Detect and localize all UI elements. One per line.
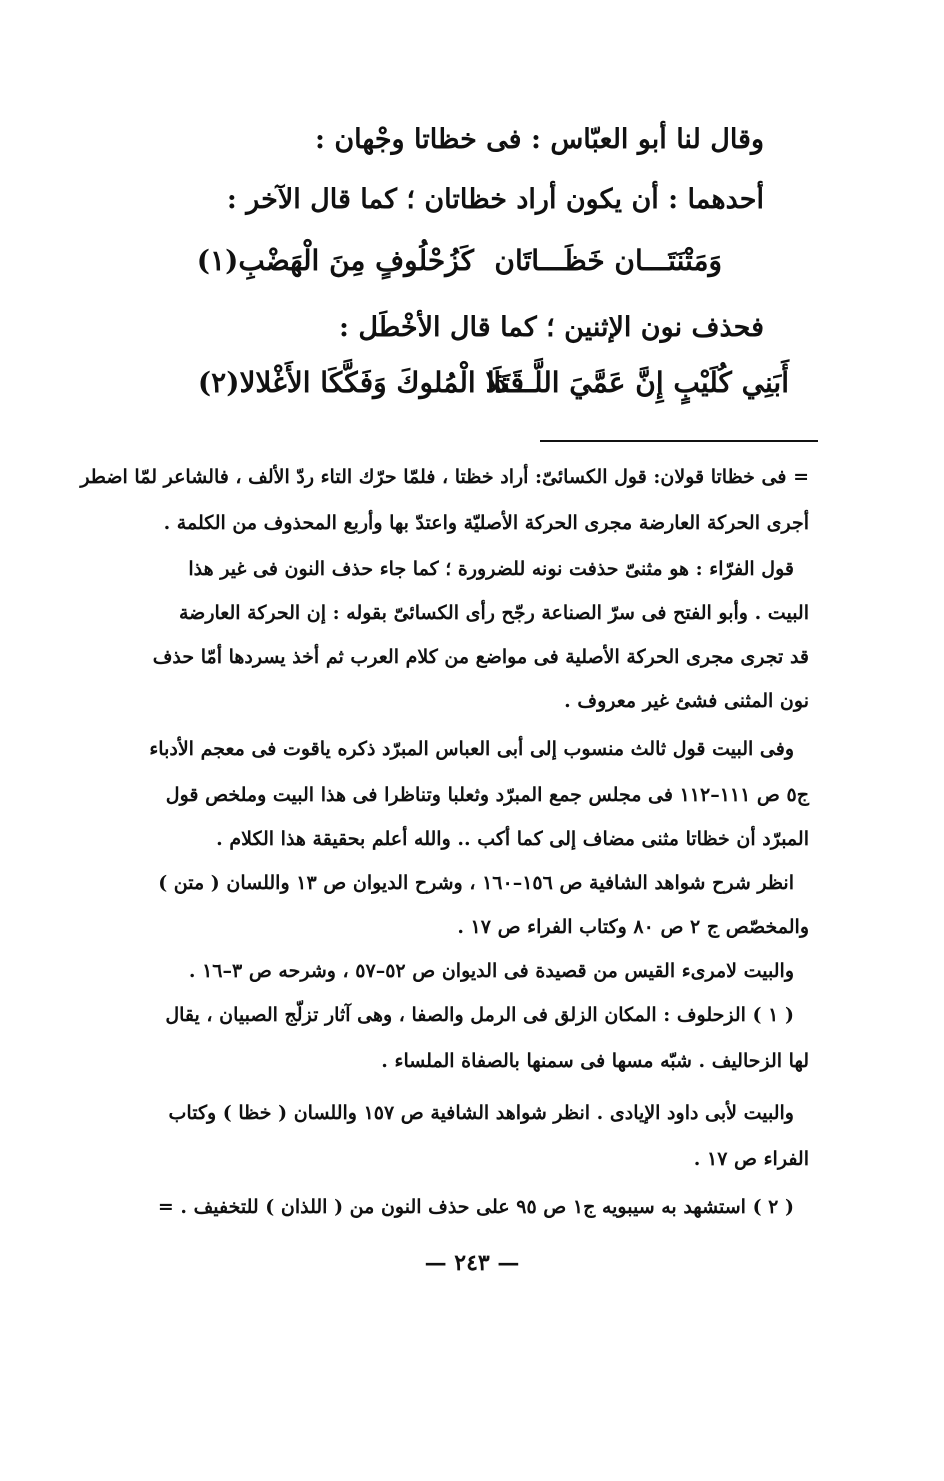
footnote-separator [540,440,818,442]
footnote-line: والبيت لامرىء القيس من قصيدة فى الديوان ص ٥٢–٥٧ ، وشرحه ص ٣–١٦ . [188,960,794,982]
footnote-line: البيت . وأبو الفتح فى سرّ الصناعة رجّح رأى الكسائىّ بقوله : إن الحركة العارضة [179,602,809,624]
footnote-line: ( ١ ) الزحلوف : المكان الزلق فى الرمل والصفا ، وهى آثار تزلّج الصبيان ، يقال [165,1004,794,1026]
page-number: — ٢٤٣ — [424,1250,520,1276]
footnote-line: لها الزحاليف . شبّه مسها فى سمنها بالصفاة الملساء . [381,1050,809,1072]
footnote-line: والبيت لأبى داود الإيادى . انظر شواهد الشافية ص ١٥٧ واللسان ( خظا ) وكتاب [168,1102,794,1124]
main-text-line-2: أحدهما : أن يكون أراد خظاتان ؛ كما قال الآخر : [226,184,764,215]
footnote-line: ( ٢ ) استشهد به سيبويه ج١ ص ٩٥ على حذف النون من ( اللذان ) للتخفيف . = [157,1196,794,1218]
footnote-line: انظر شرح شواهد الشافية ص ١٥٦–١٦٠ ، وشرح الديوان ص ١٣ واللسان ( متن ) [158,872,794,894]
footnote-line: قد تجرى مجرى الحركة الأصلية فى مواضع من كلام العرب ثم أخذ يسردها أمّا حذف [152,646,809,668]
footnote-line: وفى البيت قول ثالث منسوب إلى أبى العباس المبرّد ذكره ياقوت فى معجم الأدباء [149,738,794,760]
footnote-line: الفراء ص ١٧ . [693,1148,809,1170]
footnote-line: المبرّد أن خظاتا مثنى مضاف إلى كما أكب .. والله أعلم بحقيقة هذا الكلام . [216,828,809,850]
footnote-line: ج٥ ص ١١١–١١٢ فى مجلس جمع المبرّد وثعلبا وتناظرا فى هذا البيت وملخص قول [165,784,809,806]
footnote-line: قول الفرّاء : هو مثنىّ حذفت نونه للضرورة ؛ كما جاء حذف النون فى غير هذا [188,558,794,580]
verse-2-first-hemistich: أَبَنِي كُلَيْبٍ إِنَّ عَمَّيَ اللَّـــذا [486,366,789,399]
footnote-line: = فى خظاتا قولان: قول الكسائىّ: أراد خظتا ، فلمّا حرّك التاء ردّ الألف ، فالشاعر لمّا اضطر [80,466,809,488]
footnote-line: نون المثنى فشئ غير معروف . [564,690,809,712]
main-text-line-3: فحذف نون الإثنين ؛ كما قال الأخْطَل : [338,312,764,343]
verse-1-first-hemistich: وَمَتْنَتَـــان خَظَـــاتَان [494,244,722,277]
verse-2-second-hemistich: قَتَلَا الْمُلوكَ وَفَكَّكَا الأَغْلالا(٢) [197,366,524,399]
verse-1-second-hemistich: كَزُحْلُوفٍ مِنَ الْهَضْبِ(١) [196,244,474,277]
footnote-line: والمخصّص ج ٢ ص ٨٠ وكتاب الفراء ص ١٧ . [457,916,809,938]
main-text-line-1: وقال لنا أبو العبّاس : فى خظاتا وجْهان : [314,124,764,155]
footnote-line: أجرى الحركة العارضة مجرى الحركة الأصليّة واعتدّ بها وأربع المحذوف من الكلمة . [163,512,809,534]
